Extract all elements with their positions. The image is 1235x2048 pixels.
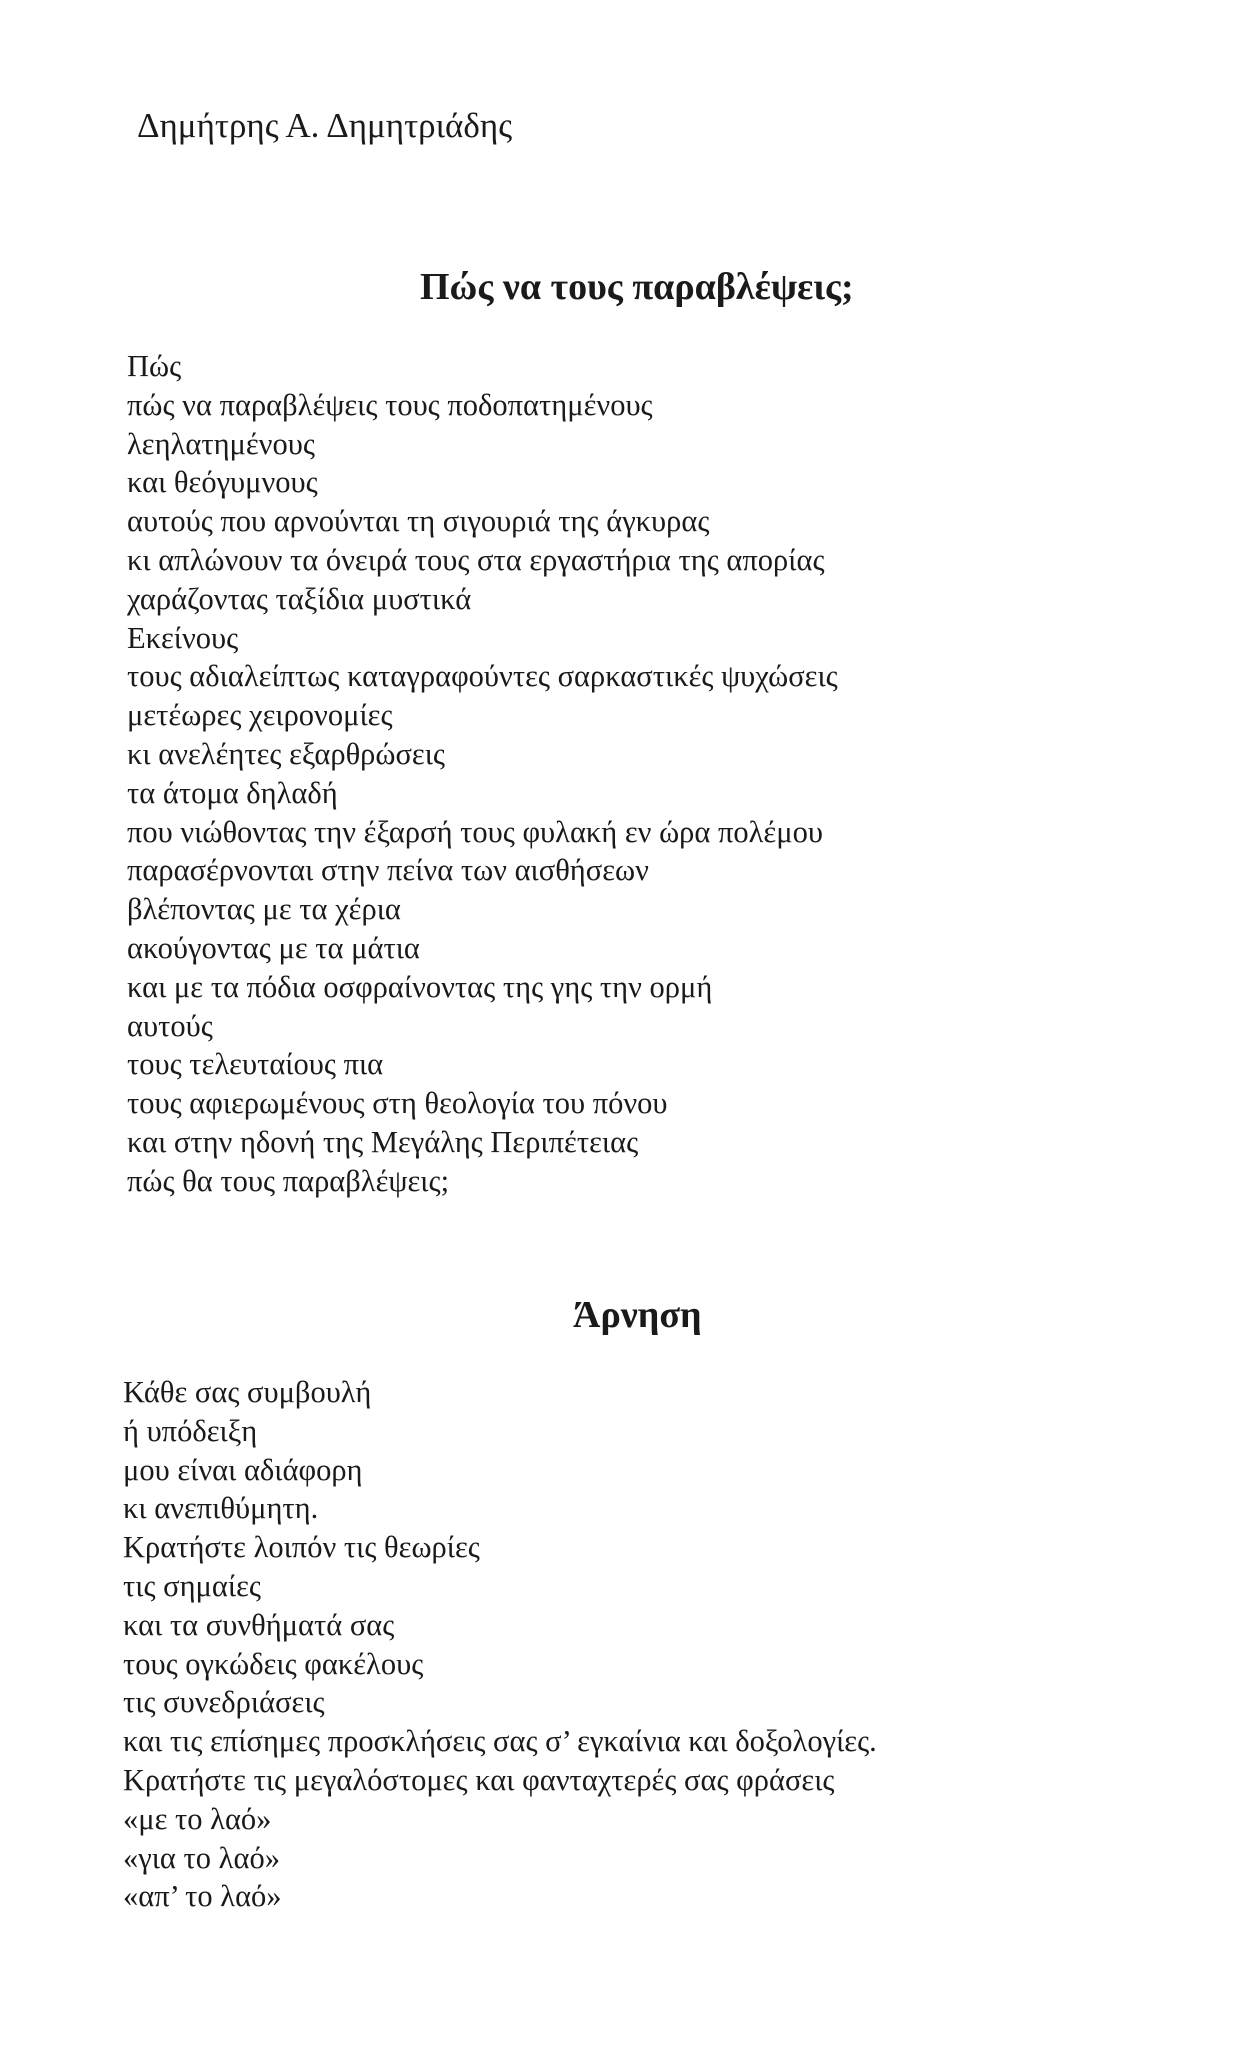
poem-line: Κρατήστε τις μεγαλόστομες και φανταχτερές σας φράσεις	[123, 1762, 835, 1797]
poem-line: Κρατήστε λοιπόν τις θεωρίες	[123, 1530, 480, 1565]
poem-line: τις σημαίες	[123, 1568, 261, 1603]
poem-line: τους ογκώδεις φακέλους	[123, 1646, 424, 1681]
poem-line: τα άτομα δηλαδή	[127, 775, 338, 810]
poem-line: πώς να παραβλέψεις τους ποδοπατημένους	[127, 387, 653, 422]
poem-line: τους τελευταίους πια	[127, 1047, 384, 1082]
poem-title-2: Άρνηση	[573, 1294, 702, 1336]
poem-line: «με το λαό»	[123, 1801, 272, 1836]
poem-line: αυτούς που αρνούνται τη σιγουριά της άγκυρας	[127, 504, 710, 539]
poem-body-1	[127, 347, 838, 1201]
poem-line: και με τα πόδια οσφραίνοντας της γης την ορμή	[127, 969, 713, 1004]
poem-line: πώς θα τους παραβλέψεις;	[127, 1163, 450, 1198]
poem-line: βλέποντας με τα χέρια	[127, 892, 401, 927]
poem-line: κι ανελέητες εξαρθρώσεις	[127, 736, 446, 771]
poem-line: και στην ηδονή της Μεγάλης Περιπέτειας	[127, 1124, 639, 1159]
poem-line: τους αδιαλείπτως καταγραφούντες σαρκαστικές ψυχώσεις	[127, 659, 838, 694]
poem-line: και τις επίσημες προσκλήσεις σας σ’ εγκαίνια και δοξολογίες.	[123, 1724, 877, 1759]
poem-line: τις συνεδριάσεις	[123, 1685, 325, 1720]
poem-line: Εκείνους	[127, 620, 239, 655]
poem-line: ή υπόδειξη	[123, 1413, 258, 1448]
poem-line: χαράζοντας ταξίδια μυστικά	[127, 581, 472, 616]
poem-body-2	[123, 1373, 877, 1916]
poem-line: ακούγοντας με τα μάτια	[127, 930, 420, 965]
poem-line: Πώς	[127, 349, 182, 383]
poem-line: και θεόγυμνους	[127, 465, 318, 500]
poem-line: και τα συνθήματά σας	[123, 1607, 395, 1642]
poem-line: Κάθε σας συμβουλή	[123, 1375, 372, 1409]
poem-line: μου είναι αδιάφορη	[123, 1452, 363, 1487]
poem-line: «για το λαό»	[123, 1840, 280, 1875]
poem-line: μετέωρες χειρονομίες	[127, 698, 393, 733]
poem-title-1: Πώς να τους παραβλέψεις;	[420, 266, 854, 308]
poem-line: λεηλατημένους	[127, 426, 315, 461]
poem-line: παρασέρνονται στην πείνα των αισθήσεων	[127, 853, 649, 888]
poem-line: κι απλώνουν τα όνειρά τους στα εργαστήρια της απορίας	[127, 542, 825, 577]
author-name: Δημήτρης Α. Δημητριάδης	[137, 106, 513, 145]
poem-line: κι ανεπιθύμητη.	[123, 1491, 319, 1526]
poem-line: τους αφιερωμένους στη θεολογία του πόνου	[127, 1086, 668, 1121]
poem-line: «απ’ το λαό»	[123, 1879, 282, 1914]
poem-line: που νιώθοντας την έξαρσή τους φυλακή εν ώρα πολέμου	[127, 814, 823, 849]
poem-line: αυτούς	[127, 1008, 213, 1043]
